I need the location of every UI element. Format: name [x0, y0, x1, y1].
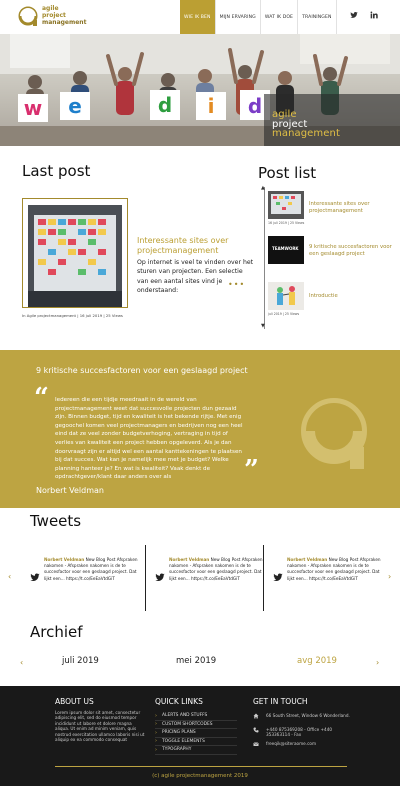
archief-month[interactable]: avg 2019	[297, 656, 337, 666]
chevron-right-icon: ›	[155, 712, 157, 719]
archief-month[interactable]: mei 2019	[176, 656, 217, 666]
nav-item-wie-ik-ben[interactable]: WIE IK BEN	[180, 0, 215, 34]
post-meta: 16 juli 2019 | 25 Views	[268, 221, 305, 225]
last-post-heading: Last post	[22, 162, 91, 180]
close-quote-icon: ”	[244, 455, 259, 485]
footer-copyright: (c) agile projectmanagement 2019	[152, 773, 248, 779]
site-header	[0, 0, 400, 34]
post-list-item[interactable]	[268, 191, 304, 219]
footer-link[interactable]	[155, 738, 237, 747]
post-list-title[interactable]: 9 kritische succesfactoren voor een geslaagd project	[309, 244, 392, 257]
tweet-text: New Blog Post Afspraken nakomen - Afspraken nakomen is de te succesfactor voor een geslaagd project. Dat lijkt een... https://t.co/EeEaVtdGiT	[169, 557, 263, 581]
twitter-bird-icon	[273, 573, 283, 582]
last-post-excerpt: Op internet is veel te vinden over het sturen van projecten. Een selectie van een aantal sites vind je onderstaand:	[137, 259, 254, 294]
quote-title[interactable]: 9 kritische succesfactoren voor een geslaagd project	[36, 366, 248, 375]
hero-sign-letter: i	[207, 94, 215, 118]
post-list-item[interactable]	[268, 282, 304, 310]
footer-links-heading: QUICK LINKS	[155, 697, 203, 706]
footer-link-label: TYPOGRAPHY	[162, 747, 192, 753]
tweet-card[interactable]	[30, 557, 146, 603]
archief-next-arrow[interactable]: ›	[376, 658, 380, 667]
tweets-heading: Tweets	[30, 512, 82, 530]
post-list-heading: Post list	[258, 164, 317, 182]
tweet-text: New Blog Post Afspraken nakomen - Afspraken nakomen is de te succesfactor voor een geslaagd project. Dat lijkt een... https://t.co/EeEaVtdGiT	[44, 557, 138, 581]
hero-sign-letter: w	[23, 96, 43, 120]
open-quote-icon: “	[34, 383, 49, 413]
footer-link[interactable]	[155, 746, 237, 755]
scroll-down-icon[interactable]: ▼	[261, 323, 265, 329]
chevron-right-icon: ›	[155, 738, 157, 745]
archief-heading: Archief	[30, 623, 83, 641]
footer-link-label: TOGGLE ELEMENTS	[162, 738, 205, 744]
tweet-card[interactable]	[273, 557, 392, 603]
linkedin-icon[interactable]	[370, 11, 378, 19]
archief-prev-arrow[interactable]: ‹	[20, 658, 24, 667]
twitter-icon[interactable]	[350, 11, 358, 19]
footer-link[interactable]	[155, 712, 237, 721]
home-icon	[253, 713, 259, 719]
tweets-next-arrow[interactable]: ›	[388, 572, 392, 581]
tweet-text: New Blog Post Afspraken nakomen - Afspraken nakomen is de te succesfactor voor een geslaagd project. Dat lijkt een... https://t.co/EeEaVtdGiT	[287, 557, 381, 581]
post-thumbnail	[268, 191, 304, 219]
footer-link[interactable]	[155, 729, 237, 738]
phone-icon	[253, 727, 259, 733]
logo-line: agile	[42, 5, 59, 12]
kanban-board-illustration	[28, 205, 122, 307]
footer-about-heading: ABOUT US	[55, 697, 94, 706]
footer-link[interactable]	[155, 721, 237, 730]
thumbnail-text: TEAMWORK	[272, 246, 299, 251]
hero-sign-letter: e	[68, 94, 82, 118]
mail-icon	[253, 741, 259, 747]
tweet-card[interactable]	[155, 557, 271, 603]
tweet-divider	[263, 545, 264, 611]
post-list-item[interactable]	[268, 236, 304, 264]
twitter-bird-icon	[30, 573, 40, 582]
post-list-title[interactable]: Introductie	[309, 293, 338, 299]
nav-item-wat-ik-doe[interactable]: WAT IK DOE	[264, 14, 294, 20]
footer-contact-heading: GET IN TOUCH	[253, 697, 308, 706]
hero-sign-letter: d	[157, 93, 173, 117]
footer-link-label: CUSTOM SHORTCODES	[162, 721, 213, 727]
hero-brand-overlay	[264, 94, 400, 146]
chevron-right-icon: ›	[155, 721, 157, 728]
nav-item-trainingen[interactable]: TRAININGEN	[302, 14, 332, 20]
post-thumbnail	[268, 282, 304, 310]
hero-brand-line: project	[272, 118, 308, 130]
tweet-divider	[145, 545, 146, 611]
chevron-right-icon: ›	[155, 729, 157, 736]
nav-item-mijn-ervaring[interactable]: MIJN ERVARING	[219, 14, 256, 20]
site-logo[interactable]	[18, 5, 86, 28]
footer-link-label: PRICING PLANS	[162, 730, 196, 736]
footer-quick-links	[155, 712, 237, 755]
logo-watermark-icon	[300, 395, 372, 475]
post-list-scroll-track	[264, 187, 265, 329]
hero-sign-letter: d	[247, 94, 263, 118]
tweets-prev-arrow[interactable]: ‹	[8, 572, 12, 581]
chevron-right-icon: ›	[155, 746, 157, 753]
nav-divider	[336, 0, 337, 34]
post-meta: juli 2019 | 25 Views	[268, 312, 300, 316]
last-post-meta: In Agile projectmanagement | 16 juli 2019 | 25 Views	[22, 313, 123, 318]
scroll-up-icon[interactable]: ▲	[261, 185, 265, 191]
hero-brand-line: management	[272, 128, 340, 139]
main-nav	[180, 0, 337, 34]
hero-banner	[0, 34, 400, 146]
hero-brand-line: agile	[272, 109, 297, 120]
social-links	[350, 11, 378, 19]
footer-divider	[55, 766, 347, 767]
last-post-title[interactable]: Interessante sites over projectmanagement	[137, 236, 229, 255]
tweet-author[interactable]: Norbert Veldman	[44, 557, 85, 562]
last-post-image[interactable]	[28, 205, 122, 307]
tweet-author[interactable]: Norbert Veldman	[287, 557, 328, 562]
quote-text: Iedereen die een tijdje meedraait in de wereld van projectmanagement weet dat succesvolle projecten dun gezaaid zijn. Binnen budget, tijd en kwaliteit is het bekende rijtje. Met enig gegoochel komen veel projectmanagers en bedrijven nog een heel eind dat ze veel zonder budgetverhoging, vertraging in tijd of verlies van kwaliteit een project hebben opgeleverd. Als je dan doorvraagt zijn er altijd wel een aantal kanttekeningen te plaatsen bij dat succes. Wat kan je namelijk mee met je budget? Welke planning hanteer je? En wat is kwaliteit? Vaak denkt de opdrachtgever/klant daar anders over als	[55, 397, 243, 481]
post-thumbnail	[268, 236, 304, 264]
logo-line: project	[42, 12, 66, 19]
twitter-bird-icon	[155, 573, 165, 582]
quote-author: Norbert Veldman	[36, 486, 104, 495]
tweet-author[interactable]: Norbert Veldman	[169, 557, 210, 562]
logo-mark-icon	[18, 6, 38, 28]
post-list-title[interactable]: Interessante sites over projectmanagement	[309, 201, 370, 214]
footer-about-text: Lorem ipsum dolor sit amet, consectetur adipiscing elit, sed do eiusmod tempor incididunt ut labore et dolore magna aliqua. Ut enim ad minim veniam, quis nostrud exercitation ullamco laboris nisi ut aliquip ex ea commodo consequat	[55, 710, 145, 743]
logo-line: management	[42, 19, 87, 26]
archief-month[interactable]: juli 2019	[62, 656, 99, 666]
footer-link-label: ALERTS AND STUFFS	[162, 713, 208, 719]
read-more-dots[interactable]: •••	[228, 280, 246, 289]
